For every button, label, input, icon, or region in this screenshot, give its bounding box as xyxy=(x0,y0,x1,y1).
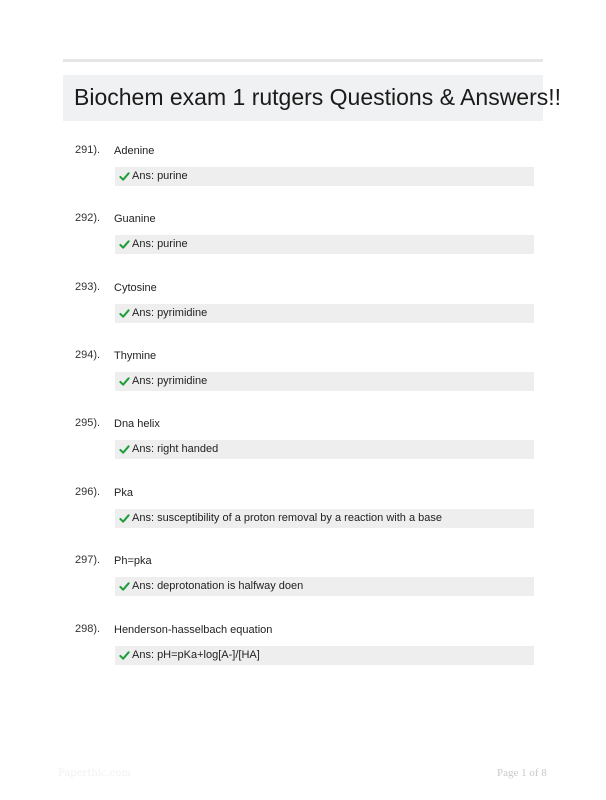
question-number: 297). xyxy=(75,554,101,566)
question-text: Adenine xyxy=(114,145,155,157)
check-icon xyxy=(119,308,130,319)
answer-box xyxy=(115,646,534,665)
question-number: 293). xyxy=(75,281,101,293)
check-icon xyxy=(119,581,130,592)
question-number: 294). xyxy=(75,349,101,361)
check-icon xyxy=(119,376,130,387)
question-text: Cytosine xyxy=(114,282,157,294)
question-number: 292). xyxy=(75,212,101,224)
answer-box xyxy=(115,304,534,323)
check-icon xyxy=(119,239,130,250)
question-text: Pka xyxy=(114,487,133,499)
question-text: Guanine xyxy=(114,213,156,225)
question-text: Ph=pka xyxy=(114,555,152,567)
qa-item-295 xyxy=(0,417,606,477)
answer-box xyxy=(115,235,534,254)
qa-item-298 xyxy=(0,623,606,683)
question-text: Thymine xyxy=(114,350,157,362)
qa-item-297 xyxy=(0,554,606,614)
question-text: Dna helix xyxy=(114,418,160,430)
footer-watermark: Paperthic.com xyxy=(58,768,131,779)
check-icon xyxy=(119,171,130,182)
page-title: Biochem exam 1 rutgers Questions & Answers!! xyxy=(74,84,562,110)
answer-text: Ans: pyrimidine xyxy=(132,307,208,319)
answer-box xyxy=(115,440,534,459)
qa-item-296 xyxy=(0,486,606,546)
answer-box xyxy=(115,167,534,186)
qa-item-293 xyxy=(0,281,606,341)
check-icon xyxy=(119,650,130,661)
answer-text: Ans: deprotonation is halfway doen xyxy=(132,580,304,592)
question-number: 296). xyxy=(75,486,101,498)
answer-box xyxy=(115,509,534,528)
title-banner xyxy=(63,75,562,121)
answer-text: Ans: susceptibility of a proton removal by a reaction with a base xyxy=(132,512,442,524)
qa-item-291 xyxy=(0,144,606,204)
answer-box xyxy=(115,372,534,391)
answer-text: Ans: purine xyxy=(132,170,188,182)
answer-text: Ans: purine xyxy=(132,238,188,250)
answer-box xyxy=(115,577,534,596)
question-text: Henderson-hasselbach equation xyxy=(114,624,273,636)
top-divider xyxy=(63,59,543,62)
qa-item-292 xyxy=(0,212,606,272)
page-number: Page 1 of 8 xyxy=(497,767,547,779)
check-icon xyxy=(119,513,130,524)
answer-text: Ans: pH=pKa+log[A-]/[HA] xyxy=(132,649,260,661)
answer-text: Ans: pyrimidine xyxy=(132,375,208,387)
check-icon xyxy=(119,444,130,455)
answer-text: Ans: right handed xyxy=(132,443,219,455)
question-number: 291). xyxy=(75,144,101,156)
qa-item-294 xyxy=(0,349,606,409)
question-number: 298). xyxy=(75,623,101,635)
question-number: 295). xyxy=(75,417,101,429)
